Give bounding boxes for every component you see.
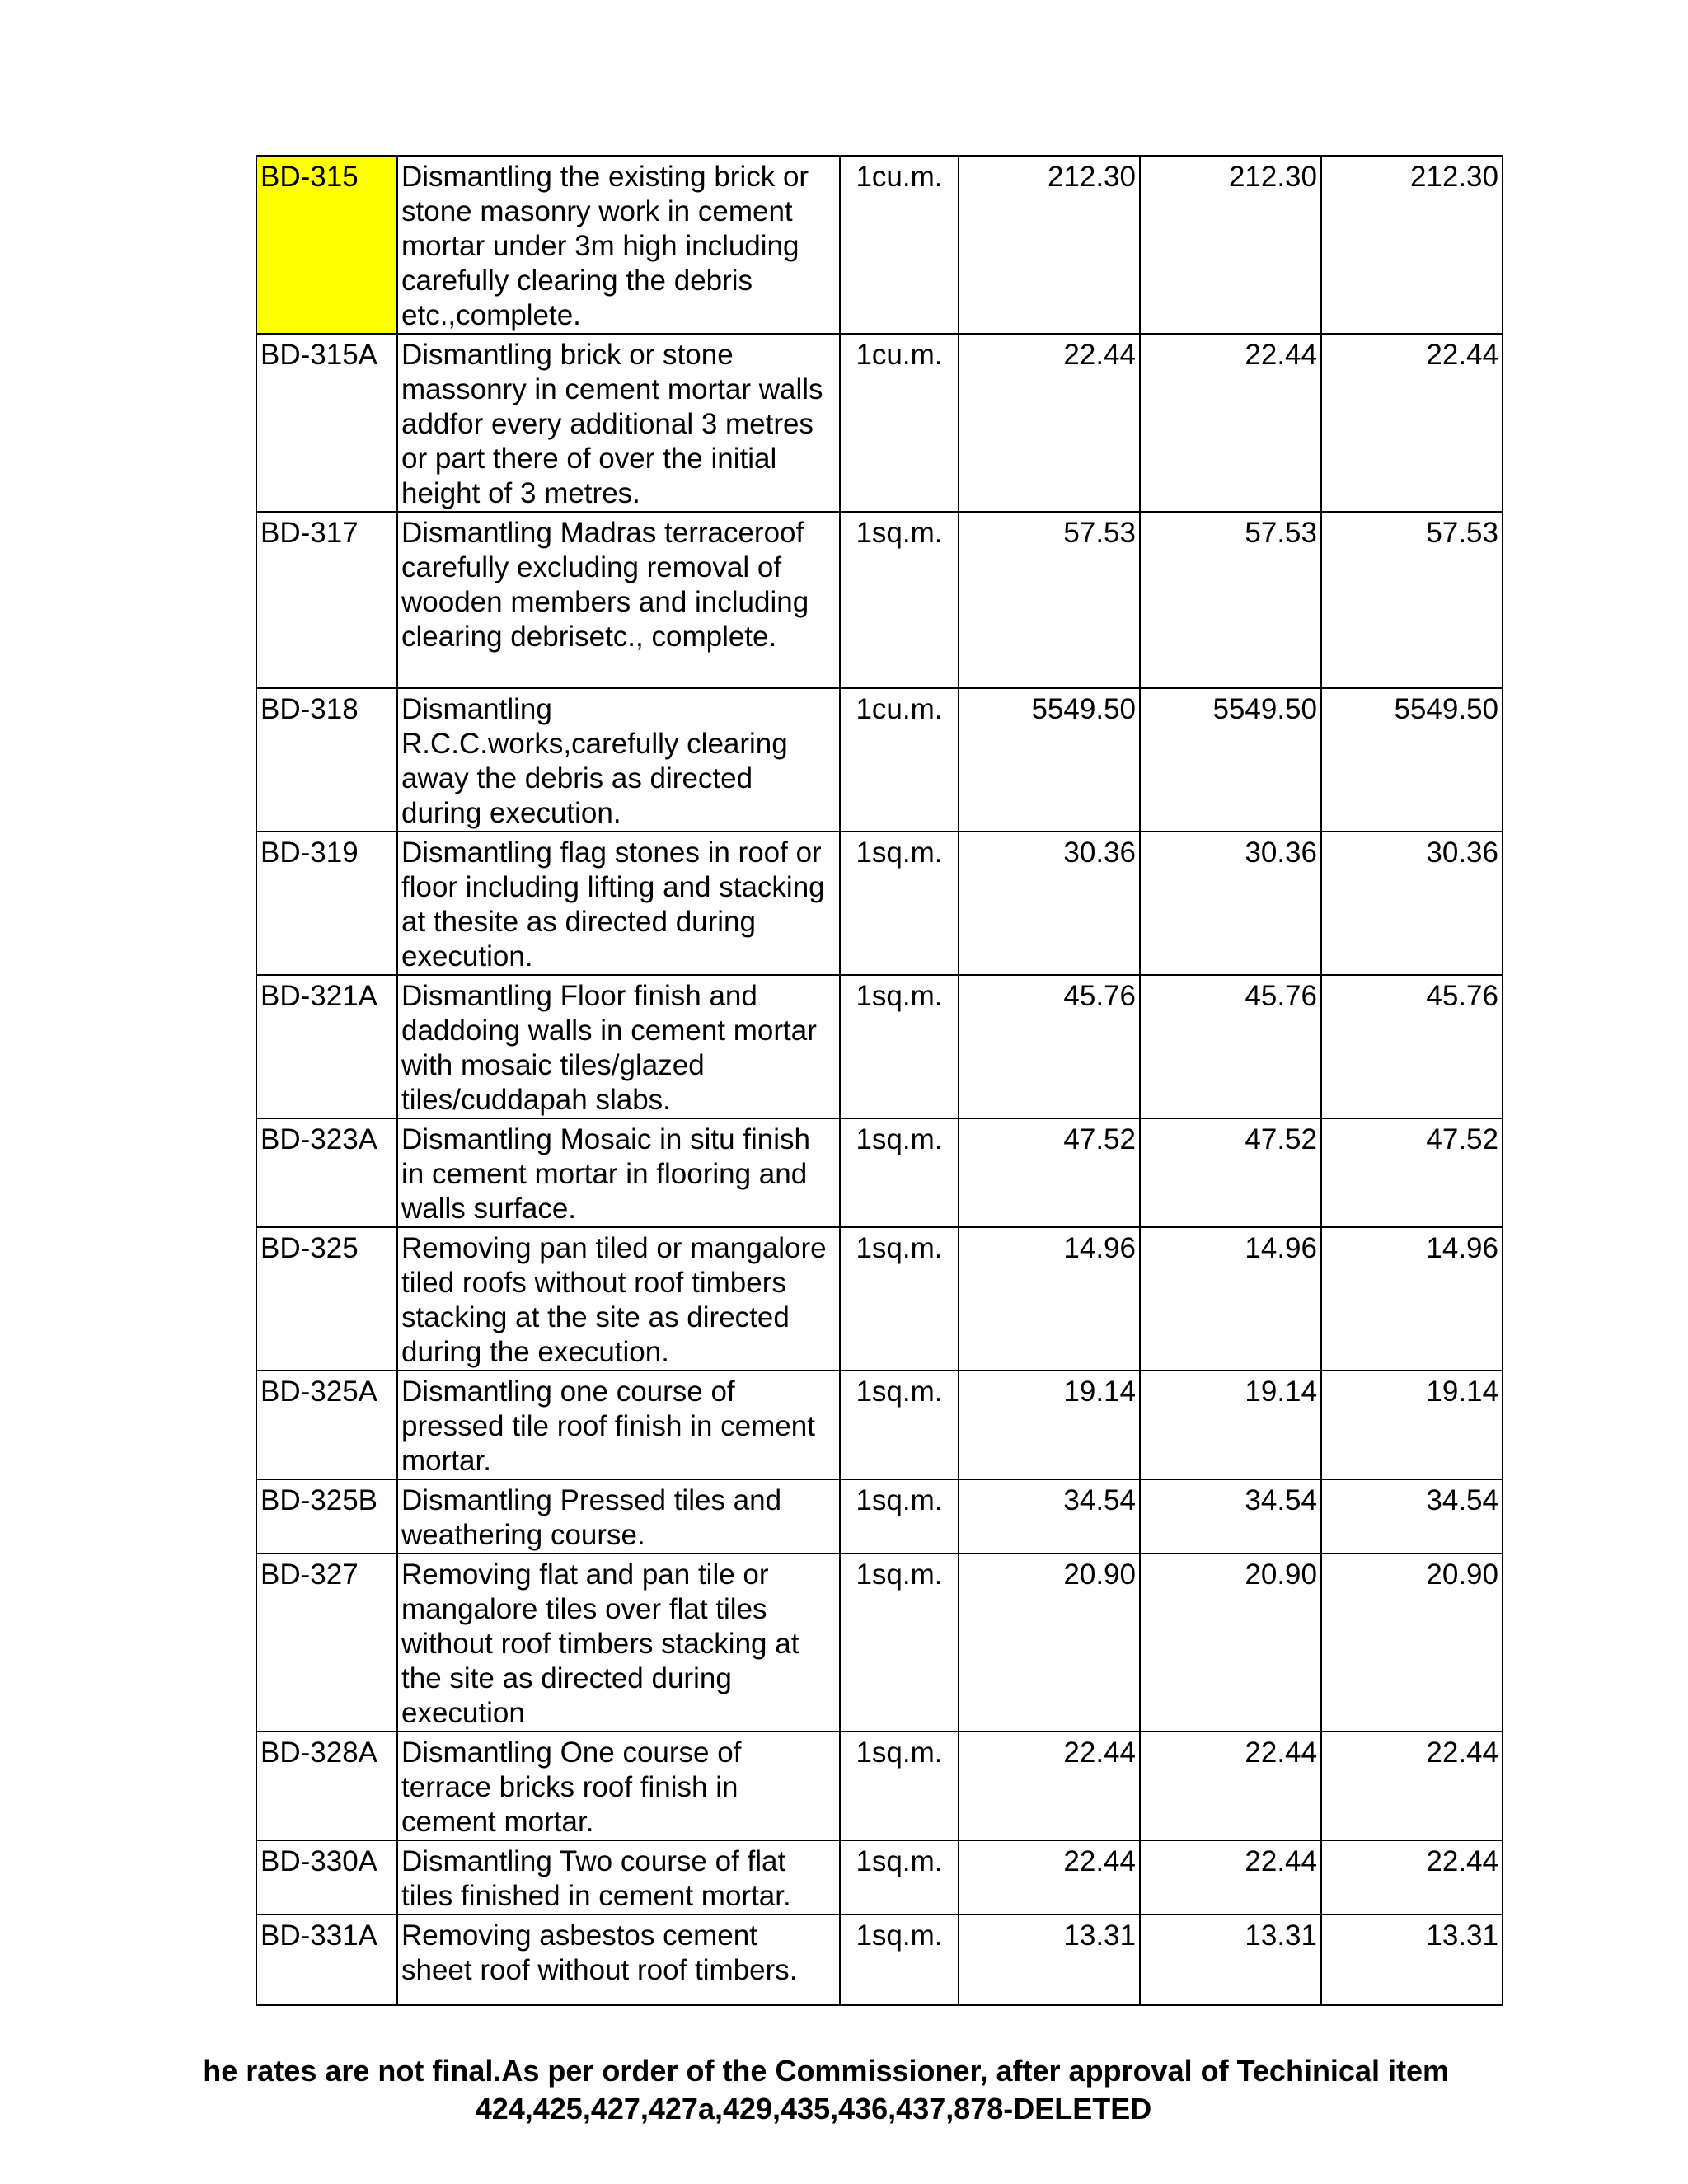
- unit-cell: 1sq.m.: [840, 975, 959, 1118]
- rate-cell: 34.54: [959, 1479, 1140, 1554]
- rate-cell: 14.96: [1321, 1227, 1503, 1371]
- rate-cell: 22.44: [959, 334, 1140, 512]
- rate-cell: 22.44: [1140, 1732, 1321, 1840]
- rate-cell: 22.44: [959, 1732, 1140, 1840]
- description-cell: Dismantling brick or stone massonry in cement mortar walls addfor every additional 3 metres or part there of over the initial height of 3 metres.: [397, 334, 840, 512]
- rate-cell: 57.53: [1321, 512, 1503, 688]
- rate-cell: 14.96: [959, 1227, 1140, 1371]
- table-row: [256, 1554, 1503, 1732]
- rate-cell: 22.44: [1321, 1840, 1503, 1915]
- description-cell: Removing pan tiled or mangalore tiled roofs without roof timbers stacking at the site as directed during the execution.: [397, 1227, 840, 1371]
- description-cell: Dismantling R.C.C.works,carefully clearing away the debris as directed during execution.: [397, 688, 840, 832]
- item-code-cell: BD-323A: [256, 1118, 397, 1227]
- table-row: [256, 512, 1503, 688]
- description-cell: Dismantling Madras terraceroof carefully excluding removal of wooden members and including clearing debrisetc., complete.: [397, 512, 840, 688]
- rate-cell: 13.31: [1140, 1915, 1321, 2005]
- item-code-cell: BD-330A: [256, 1840, 397, 1915]
- rate-cell: 19.14: [1321, 1371, 1503, 1479]
- unit-cell: 1cu.m.: [840, 156, 959, 334]
- footer-note-line-1: he rates are not final.As per order of the Commissioner, after approval of Techinical item: [203, 2054, 1449, 2088]
- footer-note: [0, 2052, 1688, 2128]
- rates-table-body: [256, 156, 1503, 2005]
- rate-cell: 45.76: [959, 975, 1140, 1118]
- rate-cell: 45.76: [1140, 975, 1321, 1118]
- unit-cell: 1sq.m.: [840, 512, 959, 688]
- description-cell: Removing asbestos cement sheet roof without roof timbers.: [397, 1915, 840, 2005]
- description-cell: Dismantling Floor finish and daddoing walls in cement mortar with mosaic tiles/glazed tiles/cuddapah slabs.: [397, 975, 840, 1118]
- rate-cell: 34.54: [1321, 1479, 1503, 1554]
- rate-cell: 22.44: [1321, 1732, 1503, 1840]
- table-row: [256, 688, 1503, 832]
- unit-cell: 1sq.m.: [840, 1554, 959, 1732]
- rate-cell: 20.90: [959, 1554, 1140, 1732]
- table-row: [256, 832, 1503, 975]
- item-code-cell: BD-325: [256, 1227, 397, 1371]
- unit-cell: 1sq.m.: [840, 1479, 959, 1554]
- rate-cell: 47.52: [1140, 1118, 1321, 1227]
- table-row: [256, 1732, 1503, 1840]
- rate-cell: 20.90: [1140, 1554, 1321, 1732]
- rate-cell: 22.44: [959, 1840, 1140, 1915]
- item-code-cell: BD-327: [256, 1554, 397, 1732]
- description-cell: Dismantling one course of pressed tile roof finish in cement mortar.: [397, 1371, 840, 1479]
- rate-cell: 45.76: [1321, 975, 1503, 1118]
- description-cell: Removing flat and pan tile or mangalore tiles over flat tiles without roof timbers stacking at the site as directed during execution: [397, 1554, 840, 1732]
- item-code-cell: BD-319: [256, 832, 397, 975]
- footer-note-line-2: 424,425,427,427a,429,435,436,437,878-DELETED: [475, 2092, 1152, 2125]
- rate-cell: 30.36: [1140, 832, 1321, 975]
- unit-cell: 1sq.m.: [840, 1915, 959, 2005]
- unit-cell: 1cu.m.: [840, 688, 959, 832]
- rate-cell: 47.52: [1321, 1118, 1503, 1227]
- rate-cell: 14.96: [1140, 1227, 1321, 1371]
- description-cell: Dismantling Mosaic in situ finish in cement mortar in flooring and walls surface.: [397, 1118, 840, 1227]
- table-row: [256, 156, 1503, 334]
- table-row: [256, 1227, 1503, 1371]
- description-cell: Dismantling One course of terrace bricks roof finish in cement mortar.: [397, 1732, 840, 1840]
- rate-cell: 22.44: [1140, 1840, 1321, 1915]
- table-row: [256, 1479, 1503, 1554]
- rate-cell: 212.30: [1140, 156, 1321, 334]
- rate-cell: 30.36: [959, 832, 1140, 975]
- unit-cell: 1sq.m.: [840, 1227, 959, 1371]
- rate-cell: 19.14: [959, 1371, 1140, 1479]
- description-cell: Dismantling flag stones in roof or floor including lifting and stacking at thesite as directed during execution.: [397, 832, 840, 975]
- item-code-cell: BD-331A: [256, 1915, 397, 2005]
- unit-cell: 1sq.m.: [840, 1118, 959, 1227]
- rate-cell: 5549.50: [1321, 688, 1503, 832]
- unit-cell: 1sq.m.: [840, 1371, 959, 1479]
- rate-cell: 212.30: [959, 156, 1140, 334]
- rate-cell: 13.31: [959, 1915, 1140, 2005]
- rate-cell: 22.44: [1140, 334, 1321, 512]
- item-code-cell: BD-321A: [256, 975, 397, 1118]
- description-cell: Dismantling the existing brick or stone masonry work in cement mortar under 3m high including carefully clearing the debris etc.,complete.: [397, 156, 840, 334]
- rate-cell: 30.36: [1321, 832, 1503, 975]
- rate-cell: 34.54: [1140, 1479, 1321, 1554]
- rate-cell: 47.52: [959, 1118, 1140, 1227]
- unit-cell: 1sq.m.: [840, 832, 959, 975]
- rate-cell: 20.90: [1321, 1554, 1503, 1732]
- description-cell: Dismantling Two course of flat tiles finished in cement mortar.: [397, 1840, 840, 1915]
- rate-cell: 5549.50: [959, 688, 1140, 832]
- item-code-cell: BD-325A: [256, 1371, 397, 1479]
- table-row: [256, 975, 1503, 1118]
- table-row: [256, 1915, 1503, 2005]
- item-code-cell: BD-315: [256, 156, 397, 334]
- rates-table: [256, 155, 1503, 2006]
- table-row: [256, 334, 1503, 512]
- item-code-cell: BD-328A: [256, 1732, 397, 1840]
- unit-cell: 1sq.m.: [840, 1732, 959, 1840]
- item-code-cell: BD-317: [256, 512, 397, 688]
- table-row: [256, 1371, 1503, 1479]
- rate-cell: 5549.50: [1140, 688, 1321, 832]
- item-code-cell: BD-318: [256, 688, 397, 832]
- unit-cell: 1sq.m.: [840, 1840, 959, 1915]
- rate-cell: 19.14: [1140, 1371, 1321, 1479]
- rate-cell: 57.53: [1140, 512, 1321, 688]
- item-code-cell: BD-325B: [256, 1479, 397, 1554]
- table-row: [256, 1118, 1503, 1227]
- rate-cell: 57.53: [959, 512, 1140, 688]
- table-row: [256, 1840, 1503, 1915]
- rate-cell: 22.44: [1321, 334, 1503, 512]
- unit-cell: 1cu.m.: [840, 334, 959, 512]
- description-cell: Dismantling Pressed tiles and weathering course.: [397, 1479, 840, 1554]
- rate-cell: 13.31: [1321, 1915, 1503, 2005]
- item-code-cell: BD-315A: [256, 334, 397, 512]
- rate-cell: 212.30: [1321, 156, 1503, 334]
